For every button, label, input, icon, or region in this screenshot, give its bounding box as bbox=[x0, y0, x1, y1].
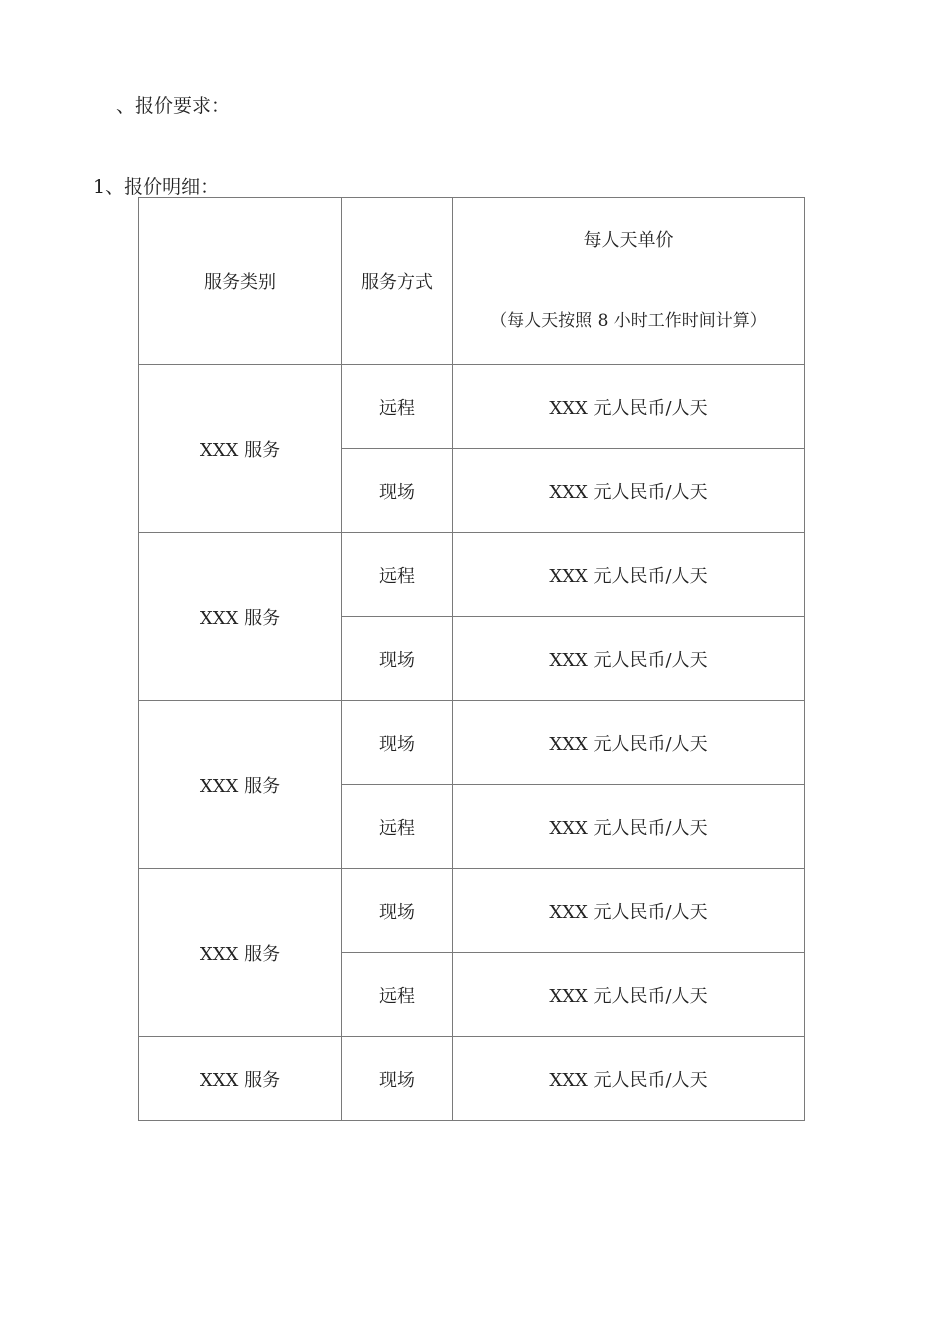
price-cell: XXX 元人民币/人天 bbox=[453, 1037, 805, 1121]
table-header-row bbox=[139, 198, 805, 365]
price-cell: XXX 元人民币/人天 bbox=[453, 785, 805, 869]
table-row bbox=[139, 869, 805, 953]
service-category-cell: XXX 服务 bbox=[139, 701, 342, 869]
header-price-per-person-day bbox=[453, 198, 805, 365]
price-cell: XXX 元人民币/人天 bbox=[453, 365, 805, 449]
price-cell: XXX 元人民币/人天 bbox=[453, 533, 805, 617]
section-heading-quote-details: 1、报价明细： bbox=[93, 176, 220, 198]
table-row bbox=[139, 365, 805, 449]
service-method-cell: 远程 bbox=[342, 785, 453, 869]
service-method-cell: 远程 bbox=[342, 953, 453, 1037]
price-cell: XXX 元人民币/人天 bbox=[453, 701, 805, 785]
price-cell: XXX 元人民币/人天 bbox=[453, 869, 805, 953]
service-method-cell: 现场 bbox=[342, 869, 453, 953]
service-method-cell: 现场 bbox=[342, 617, 453, 701]
service-category-cell: XXX 服务 bbox=[139, 365, 342, 533]
price-cell: XXX 元人民币/人天 bbox=[453, 449, 805, 533]
service-method-cell: 远程 bbox=[342, 365, 453, 449]
table-row bbox=[139, 701, 805, 785]
price-cell: XXX 元人民币/人天 bbox=[453, 953, 805, 1037]
header-service-method: 服务方式 bbox=[342, 198, 453, 365]
section-heading-quote-requirements: 、报价要求： bbox=[116, 95, 231, 117]
table-row bbox=[139, 533, 805, 617]
service-category-cell: XXX 服务 bbox=[139, 533, 342, 701]
service-method-cell: 现场 bbox=[342, 1037, 453, 1121]
table-row bbox=[139, 1037, 805, 1121]
service-category-cell: XXX 服务 bbox=[139, 1037, 342, 1121]
service-category-cell: XXX 服务 bbox=[139, 869, 342, 1037]
service-method-cell: 现场 bbox=[342, 449, 453, 533]
service-method-cell: 现场 bbox=[342, 701, 453, 785]
header-service-category: 服务类别 bbox=[139, 198, 342, 365]
price-cell: XXX 元人民币/人天 bbox=[453, 617, 805, 701]
quote-table bbox=[138, 197, 805, 1121]
header-price-note: （每人天按照 8 小时工作时间计算） bbox=[490, 311, 767, 331]
service-method-cell: 远程 bbox=[342, 533, 453, 617]
header-price-label: 每人天单价 bbox=[583, 230, 674, 251]
